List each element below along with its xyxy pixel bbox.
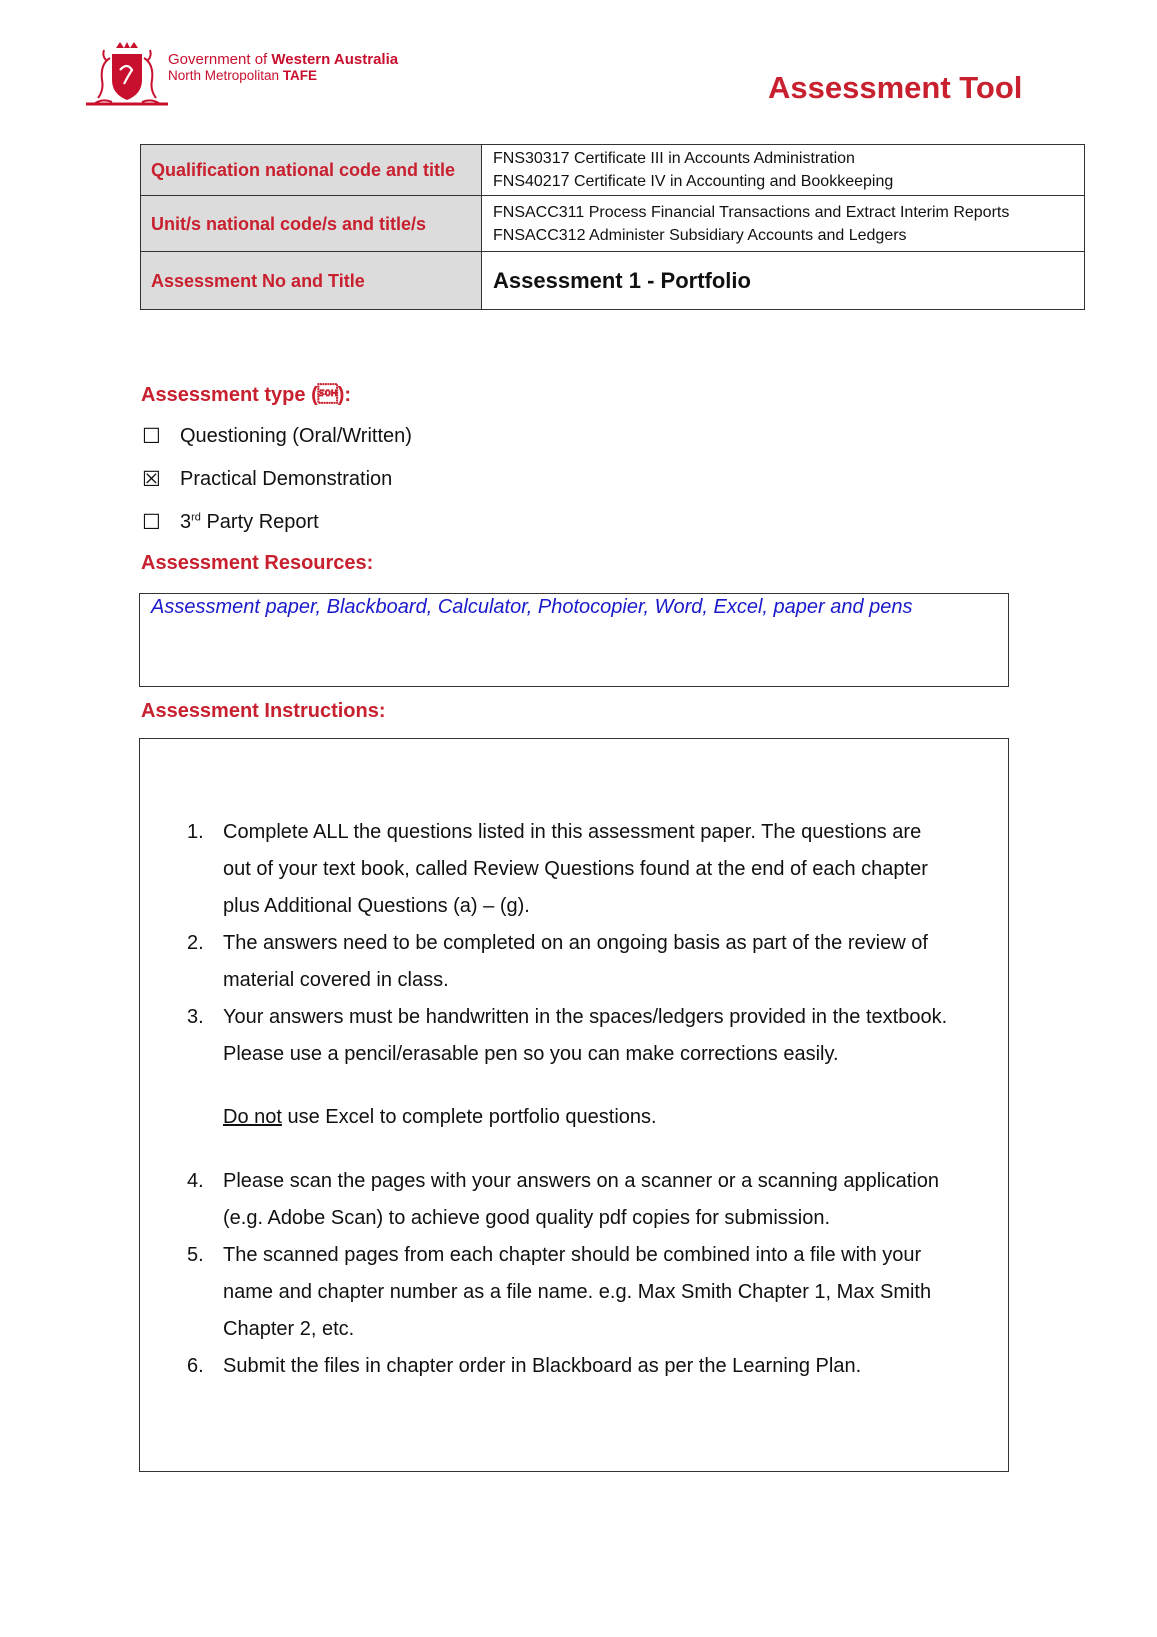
list-item: 3. Your answers must be handwritten in the spaces/ledgers provided in the textbook. Please use a pencil/erasable pen so you can make corrections easily. (187, 1006, 948, 1065)
wa-government-crest-logo (82, 40, 172, 110)
option-label: Practical Demonstration (180, 468, 393, 490)
government-name: Government of Western Australia (168, 51, 399, 68)
institute-name: North Metropolitan TAFE (168, 68, 318, 83)
document-title: Assessment Tool (768, 70, 1023, 105)
list-item: 5. The scanned pages from each chapter should be combined into a file with your name and chapter number as a file name. e.g. Max Smith Chapter 1, Max Smith Chapter 2, etc. (187, 1244, 932, 1340)
list-item: 2. The answers need to be completed on an ongoing basis as part of the review of material covered in class. (187, 932, 928, 991)
excel-note: Do not use Excel to complete portfolio questions. (223, 1106, 657, 1128)
list-item: 4. Please scan the pages with your answers on a scanner or a scanning application (e.g. Adobe Scan) to achieve good quality pdf copies for submission. (187, 1170, 939, 1229)
resources-box (139, 593, 1009, 687)
unit-value (482, 196, 1085, 252)
qualification-label: Qualification national code and title (141, 145, 482, 196)
qualification-value (482, 145, 1085, 196)
option-label: 3rd Party Report (180, 511, 319, 533)
qualification-line: FNS30317 Certificate III in Accounts Administration (493, 150, 855, 167)
assessment-type-heading: Assessment type (): (141, 384, 352, 406)
checkbox-checked-icon[interactable]: ☒ (142, 468, 161, 491)
table-row (141, 252, 1085, 310)
qualification-info-table (140, 144, 1085, 310)
list-item: 1. Complete ALL the questions listed in this assessment paper. The questions are out of your text book, called Review Questions found at the end of each chapter plus Additional Questions (a) – (g). (187, 821, 928, 917)
instructions-box (139, 738, 1009, 1472)
assessment-label: Assessment No and Title (141, 252, 482, 310)
qualification-line: FNS40217 Certificate IV in Accounting and Bookkeeping (493, 173, 894, 190)
table-row (141, 145, 1085, 196)
unit-line: FNSACC312 Administer Subsidiary Accounts and Ledgers (493, 226, 907, 244)
unit-line: FNSACC311 Process Financial Transactions and Extract Interim Reports (493, 203, 1010, 221)
resources-heading: Assessment Resources: (141, 552, 374, 574)
option-label: Questioning (Oral/Written) (180, 425, 412, 447)
list-item: 6. Submit the files in chapter order in Blackboard as per the Learning Plan. (187, 1355, 862, 1377)
unit-label: Unit/s national code/s and title/s (141, 196, 482, 252)
instructions-list (140, 814, 1000, 1385)
checkbox-unchecked-icon[interactable]: ☐ (142, 511, 161, 534)
questioning-option[interactable] (142, 424, 412, 449)
instructions-heading: Assessment Instructions: (141, 700, 386, 722)
table-row (141, 196, 1085, 252)
practical-demonstration-option[interactable] (142, 467, 392, 492)
assessment-value: Assessment 1 - Portfolio (482, 252, 1085, 310)
resources-text: Assessment paper, Blackboard, Calculator, Photocopier, Word, Excel, paper and pens (151, 596, 913, 618)
third-party-report-option[interactable] (142, 510, 319, 535)
checkbox-unchecked-icon[interactable]: ☐ (142, 425, 161, 448)
